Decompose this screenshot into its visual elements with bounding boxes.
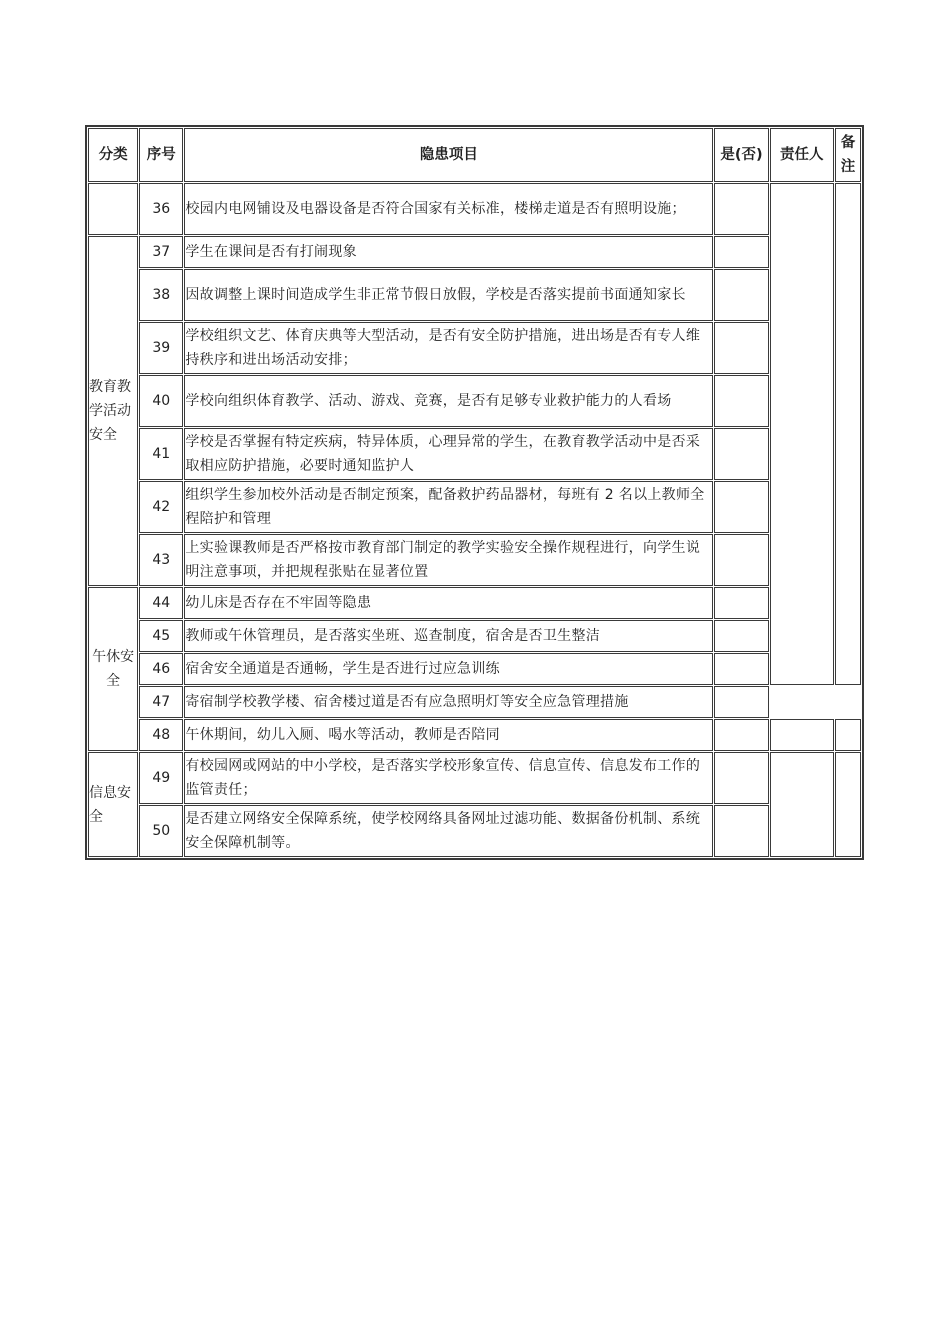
header-category: 分类	[88, 128, 138, 182]
row-item-text: 午休期间，幼儿入厕、喝水等活动，教师是否陪同	[184, 719, 713, 751]
row-number: 47	[139, 686, 183, 718]
remark-cell-merged[interactable]	[835, 752, 861, 857]
table-row	[88, 534, 861, 586]
yes-no-cell[interactable]	[714, 620, 768, 652]
header-row	[88, 128, 861, 182]
row-number: 42	[139, 481, 183, 533]
yes-no-cell[interactable]	[714, 534, 768, 586]
table-row	[88, 269, 861, 321]
remark-cell-merged[interactable]	[835, 183, 861, 685]
yes-no-cell[interactable]	[714, 269, 768, 321]
header-remark-line2: 注	[840, 159, 856, 175]
table-row	[88, 653, 861, 685]
header-item: 隐患项目	[184, 128, 713, 182]
row-number: 36	[139, 183, 183, 235]
category-nap-safety: 午休安全	[88, 587, 138, 751]
yes-no-cell[interactable]	[714, 183, 768, 235]
row-number: 39	[139, 322, 183, 374]
header-remark	[835, 128, 861, 182]
category-cell-empty	[88, 183, 138, 235]
checklist-page	[85, 125, 864, 860]
row-item-text: 寄宿制学校教学楼、宿舍楼过道是否有应急照明灯等安全应急管理措施	[184, 686, 713, 718]
row-number: 44	[139, 587, 183, 619]
header-number: 序号	[139, 128, 183, 182]
row-number: 50	[139, 805, 183, 857]
yes-no-cell[interactable]	[714, 428, 768, 480]
table-row	[88, 322, 861, 374]
header-remark-line1: 备	[840, 135, 856, 151]
row-item-text: 有校园网或网站的中小学校，是否落实学校形象宣传、信息宣传、信息发布工作的监管责任；	[184, 752, 713, 804]
row-item-text: 因故调整上课时间造成学生非正常节假日放假，学校是否落实提前书面通知家长	[184, 269, 713, 321]
yes-no-cell[interactable]	[714, 719, 768, 751]
table-row	[88, 805, 861, 857]
category-education-safety: 教育教学活动安全	[88, 236, 138, 586]
row-item-text: 幼儿床是否存在不牢固等隐患	[184, 587, 713, 619]
category-info-safety: 信息安全	[88, 752, 138, 857]
table-row	[88, 587, 861, 619]
header-responsible: 责任人	[770, 128, 834, 182]
yes-no-cell[interactable]	[714, 481, 768, 533]
responsible-cell[interactable]	[770, 719, 834, 751]
table-row	[88, 752, 861, 804]
row-item-text: 校园内电网铺设及电器设备是否符合国家有关标准，楼梯走道是否有照明设施；	[184, 183, 713, 235]
row-number: 46	[139, 653, 183, 685]
table-row	[88, 183, 861, 235]
yes-no-cell[interactable]	[714, 236, 768, 268]
yes-no-cell[interactable]	[714, 752, 768, 804]
yes-no-cell[interactable]	[714, 653, 768, 685]
table-row	[88, 620, 861, 652]
row-item-text: 学校向组织体育教学、活动、游戏、竞赛，是否有足够专业救护能力的人看场	[184, 375, 713, 427]
table-row	[88, 428, 861, 480]
row-number: 48	[139, 719, 183, 751]
yes-no-cell[interactable]	[714, 322, 768, 374]
row-item-text: 学校组织文艺、体育庆典等大型活动，是否有安全防护措施，进出场是否有专人维持秩序和进出场活动安排；	[184, 322, 713, 374]
table-row	[88, 686, 861, 718]
hazard-checklist-table	[85, 125, 864, 860]
row-number: 37	[139, 236, 183, 268]
row-number: 41	[139, 428, 183, 480]
yes-no-cell[interactable]	[714, 686, 768, 718]
row-item-text: 宿舍安全通道是否通畅，学生是否进行过应急训练	[184, 653, 713, 685]
row-number: 43	[139, 534, 183, 586]
row-number: 45	[139, 620, 183, 652]
yes-no-cell[interactable]	[714, 587, 768, 619]
table-row	[88, 236, 861, 268]
header-yes-no: 是(否)	[714, 128, 768, 182]
yes-no-cell[interactable]	[714, 375, 768, 427]
row-item-text: 教师或午休管理员，是否落实坐班、巡查制度，宿舍是否卫生整洁	[184, 620, 713, 652]
row-number: 38	[139, 269, 183, 321]
row-number: 40	[139, 375, 183, 427]
remark-cell[interactable]	[835, 719, 861, 751]
table-row	[88, 719, 861, 751]
table-row	[88, 375, 861, 427]
yes-no-cell[interactable]	[714, 805, 768, 857]
responsible-cell-merged[interactable]	[770, 183, 834, 685]
responsible-cell-merged[interactable]	[770, 752, 834, 857]
row-item-text: 学生在课间是否有打闹现象	[184, 236, 713, 268]
table-row	[88, 481, 861, 533]
row-item-text: 上实验课教师是否严格按市教育部门制定的教学实验安全操作规程进行，向学生说明注意事项，并把规程张贴在显著位置	[184, 534, 713, 586]
row-item-text: 组织学生参加校外活动是否制定预案，配备救护药品器材，每班有 2 名以上教师全程陪护和管理	[184, 481, 713, 533]
row-item-text: 学校是否掌握有特定疾病，特异体质，心理异常的学生，在教育教学活动中是否采取相应防护措施，必要时通知监护人	[184, 428, 713, 480]
row-number: 49	[139, 752, 183, 804]
row-item-text: 是否建立网络安全保障系统，使学校网络具备网址过滤功能、数据备份机制、系统安全保障机制等。	[184, 805, 713, 857]
